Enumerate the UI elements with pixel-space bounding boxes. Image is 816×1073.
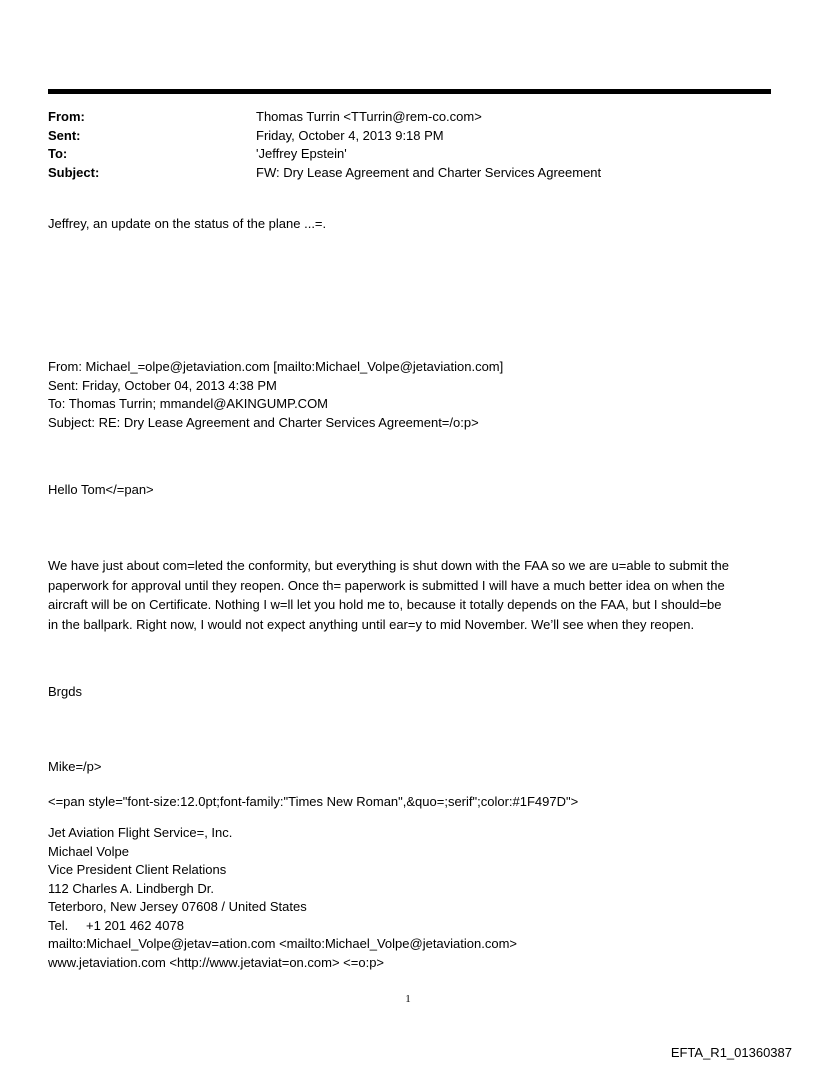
header-rule <box>48 89 771 94</box>
document-id: EFTA_R1_01360387 <box>670 1045 792 1060</box>
body-line: We have just about com=leted the conformity, but everything is shut down with the FAA so we are u=able to submit the <box>48 558 729 573</box>
sent-value: Friday, October 4, 2013 9:18 PM <box>256 127 444 143</box>
signature-city: Teterboro, New Jersey 07608 / United States <box>48 899 307 914</box>
subject-label: Subject: <box>48 164 100 180</box>
intro-text: Jeffrey, an update on the status of the plane ...=. <box>48 216 327 231</box>
forwarded-header <box>48 358 772 432</box>
body-line: paperwork for approval until they reopen. Once th= paperwork is submitted I will have a much better idea on when the <box>48 577 725 593</box>
email-header <box>48 108 771 182</box>
signature-tel <box>48 917 772 936</box>
forwarded-subject: Subject: RE: Dry Lease Agreement and Charter Services Agreement=/o:p> <box>48 414 479 430</box>
signature-name: Michael Volpe <box>48 843 129 859</box>
body-line: aircraft will be on Certificate. Nothing I w=ll let you hold me to, because it totally depends on the FAA, but I should=be <box>48 597 722 612</box>
signature-block <box>48 824 772 972</box>
tel-value: +1 201 462 4078 <box>86 917 184 933</box>
signature-mailto-link[interactable]: mailto:Michael_Volpe@jetav=ation.com <mailto:Michael_Volpe@jetaviation.com> <box>48 936 518 951</box>
body-line: in the ballpark. Right now, I would not expect anything until ear=y to mid November. We’ll see when they reopen. <box>48 616 695 632</box>
from-row <box>48 108 771 127</box>
closing-text: Brgds <box>48 684 82 699</box>
signature-company: Jet Aviation Flight Service=, Inc. <box>48 825 233 840</box>
body-paragraph <box>48 556 772 634</box>
style-artifact: <=pan style="font-size:12.0pt;font-family:"Times New Roman",&quo=;serif";color:#1F497D"> <box>48 794 579 809</box>
sent-label: Sent: <box>48 127 81 143</box>
greeting-text: Hello Tom</=pan> <box>48 482 154 497</box>
subject-value: FW: Dry Lease Agreement and Charter Services Agreement <box>256 164 602 180</box>
to-label: To: <box>48 146 68 161</box>
tel-label: Tel. <box>48 917 69 933</box>
subject-row <box>48 164 771 183</box>
from-value: Thomas Turrin <TTurrin@rem-co.com> <box>256 109 482 124</box>
signature-street: 112 Charles A. Lindbergh Dr. <box>48 880 214 896</box>
forwarded-sent: Sent: Friday, October 04, 2013 4:38 PM <box>48 377 277 393</box>
from-label: From: <box>48 109 85 124</box>
to-value: 'Jeffrey Epstein' <box>256 146 347 161</box>
forwarded-from: From: Michael_=olpe@jetaviation.com [mailto:Michael_Volpe@jetaviation.com] <box>48 359 504 374</box>
sent-row <box>48 127 771 146</box>
page-number: 1 <box>405 993 411 1005</box>
signature-web-link[interactable]: www.jetaviation.com <http://www.jetaviat=on.com> <=o:p> <box>48 954 385 970</box>
to-row <box>48 145 771 164</box>
forwarded-to: To: Thomas Turrin; mmandel@AKINGUMP.COM <box>48 396 329 411</box>
sender-name: Mike=/p> <box>48 759 102 774</box>
signature-title: Vice President Client Relations <box>48 862 227 877</box>
